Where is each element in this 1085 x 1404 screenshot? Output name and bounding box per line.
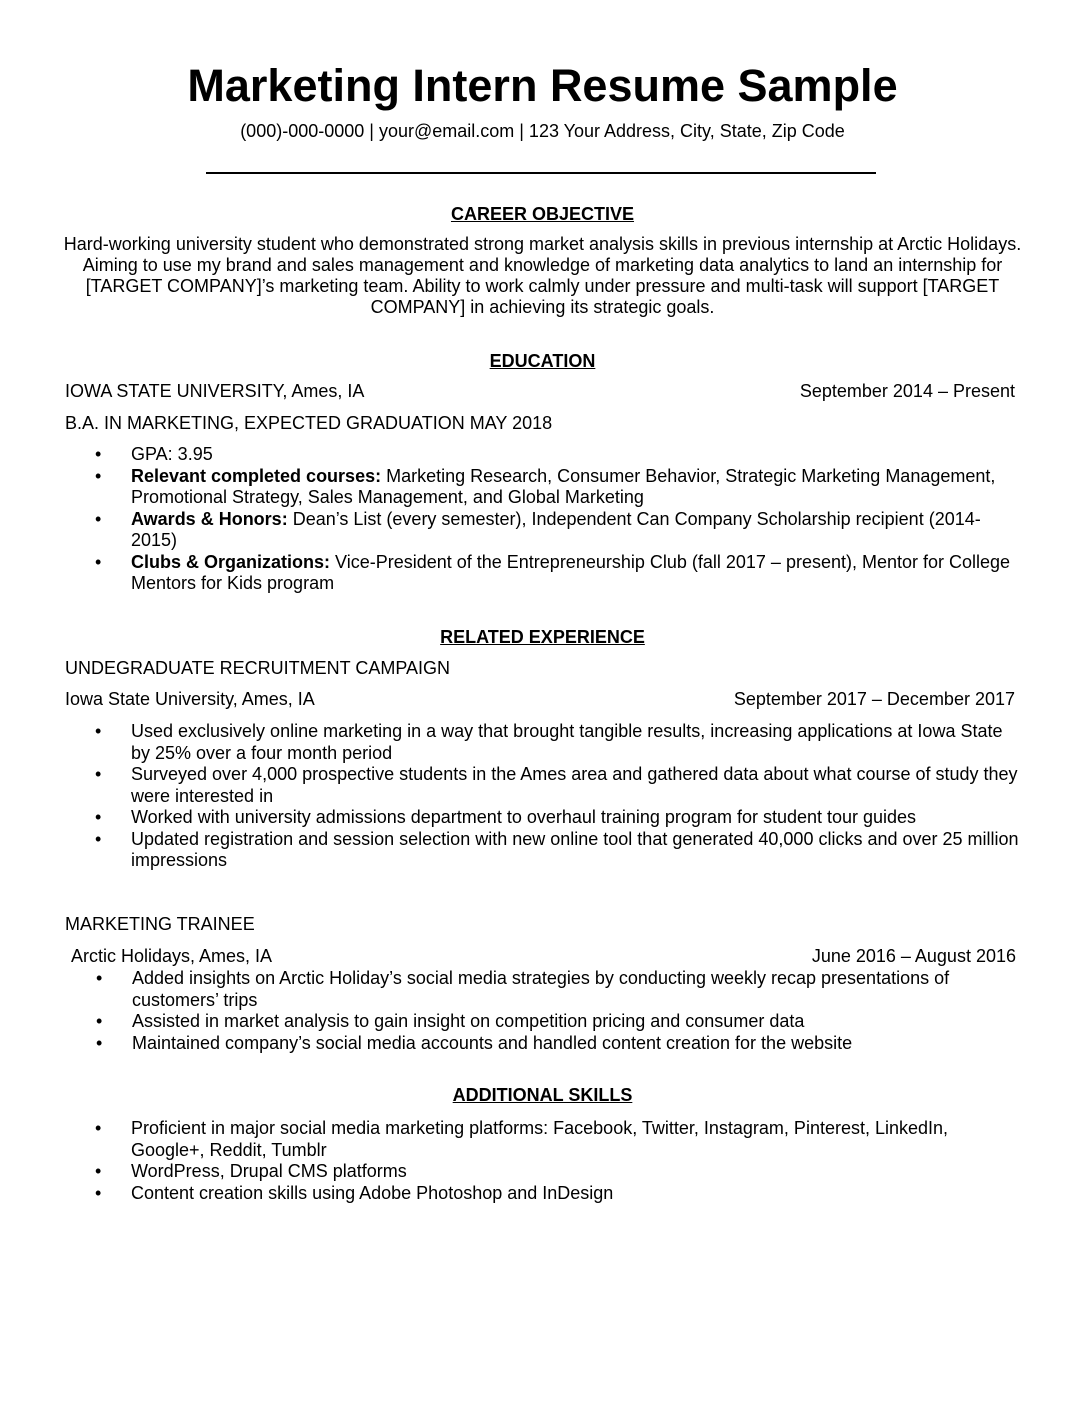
courses-label: Relevant completed courses: <box>131 465 382 486</box>
list-item <box>65 466 1025 509</box>
awards-label: Awards & Honors: <box>131 508 288 529</box>
list-item: • WordPress, Drupal CMS platforms <box>65 1161 995 1183</box>
list-item: • Surveyed over 4,000 prospective students in the Ames area and gathered data about what course of study they were interested in <box>65 764 1025 807</box>
experience-heading: RELATED EXPERIENCE <box>440 627 645 647</box>
education-heading: EDUCATION <box>489 351 596 371</box>
skills-heading: ADDITIONAL SKILLS <box>452 1085 633 1105</box>
job-title: UNDEGRADUATE RECRUITMENT CAMPAIGN <box>65 658 451 678</box>
job-organization: Iowa State University, Ames, IA <box>65 689 315 709</box>
job-organization: Arctic Holidays, Ames, IA <box>71 946 273 966</box>
list-item: • Updated registration and session selection with new online tool that generated 40,000 clicks and over 25 million impressions <box>65 829 1025 872</box>
list-item <box>65 509 1025 552</box>
clubs-label: Clubs & Organizations: <box>131 551 331 572</box>
list-item <box>65 552 1025 595</box>
job-dates: June 2016 – August 2016 <box>811 946 1016 966</box>
objective-heading: CAREER OBJECTIVE <box>450 204 635 224</box>
courses-text: Marketing Research, Consumer Behavior, Strategic Marketing Management, Promotional Strategy, Sales Management, and Global Marketing <box>131 465 996 507</box>
list-item: • Content creation skills using Adobe Photoshop and InDesign <box>65 1183 995 1205</box>
list-item: • Proficient in major social media marketing platforms: Facebook, Twitter, Instagram, Pinterest, LinkedIn, Google+, Reddit, Tumblr <box>65 1118 995 1161</box>
education-dates: September 2014 – Present <box>799 381 1015 401</box>
school-name: IOWA STATE UNIVERSITY, Ames, IA <box>65 381 365 401</box>
awards-text: Dean’s List (every semester), Independent Can Company Scholarship recipient (2014-2015) <box>131 508 981 550</box>
skills-list <box>65 1118 995 1204</box>
contact-info: (000)-000-0000 | your@email.com | 123 Your Address, City, State, Zip Code <box>240 121 845 141</box>
job-title: MARKETING TRAINEE <box>65 914 255 934</box>
list-item <box>65 444 1025 466</box>
clubs-text: Vice-President of the Entrepreneurship Club (fall 2017 – present), Mentor for College Mentors for Kids program <box>131 551 1011 593</box>
job-dates: September 2017 – December 2017 <box>733 689 1015 709</box>
list-item: • Used exclusively online marketing in a way that brought tangible results, increasing applications at Iowa State by 25% over a four month period <box>65 721 1025 764</box>
list-item: • Maintained company’s social media accounts and handled content creation for the website <box>66 1033 1026 1055</box>
job-bullets <box>66 968 1026 1054</box>
page-title: Marketing Intern Resume Sample <box>187 60 898 111</box>
header-divider <box>206 172 876 174</box>
gpa-text: GPA: 3.95 <box>131 444 213 464</box>
objective-text: Hard-working university student who demonstrated strong market analysis skills in previous internship at Arctic Holidays. Aiming to use my brand and sales management and knowledge of marketing data analytics to land an internship for [TARGET COMPANY]’s marketing team. Ability to work calmly under pressure and multi-task will support [TARGET COMPANY] in achieving its strategic goals. <box>63 234 1022 317</box>
education-list <box>65 444 1025 595</box>
list-item: • Added insights on Arctic Holiday’s social media strategies by conducting weekly recap presentations of customers’ trips <box>66 968 1026 1011</box>
list-item: • Assisted in market analysis to gain insight on competition pricing and consumer data <box>66 1011 1026 1033</box>
job-bullets <box>65 721 1025 872</box>
list-item: • Worked with university admissions department to overhaul training program for student tour guides <box>65 807 1025 829</box>
degree-line: B.A. IN MARKETING, EXPECTED GRADUATION MAY 2018 <box>65 413 553 433</box>
